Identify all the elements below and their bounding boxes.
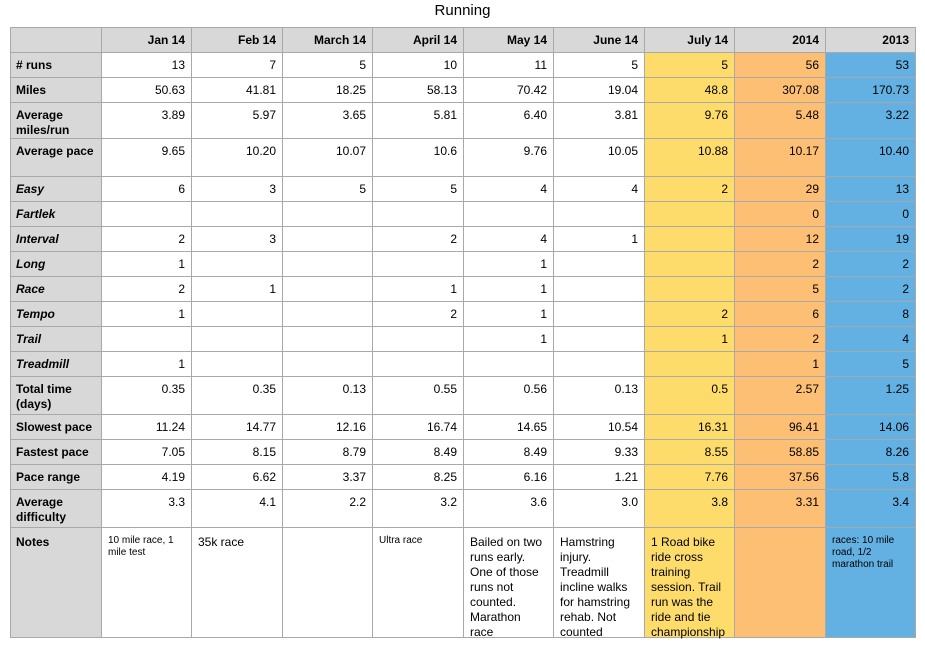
table-row (11, 139, 916, 177)
table-cell[interactable]: 7.76 (645, 465, 735, 490)
table-cell[interactable]: 2 (645, 177, 735, 202)
notes-row (11, 528, 916, 638)
table-cell[interactable]: 0.55 (373, 377, 464, 415)
table-cell[interactable]: 7 (192, 53, 283, 78)
notes-cell[interactable] (283, 528, 373, 638)
table-cell[interactable]: 10.88 (645, 139, 735, 177)
notes-cell[interactable] (645, 528, 735, 638)
table-cell[interactable] (464, 352, 554, 377)
table-cell[interactable]: 8.26 (826, 440, 916, 465)
table-cell[interactable]: 2.2 (283, 490, 373, 528)
note-text: Bailed on two runs early. One of those runs not counted. Marathon race (470, 535, 543, 639)
table-cell[interactable]: 4.1 (192, 490, 283, 528)
notes-cell[interactable] (554, 528, 645, 638)
table-cell[interactable]: 2 (373, 302, 464, 327)
table-cell[interactable] (283, 227, 373, 252)
table-cell[interactable]: 9.76 (645, 103, 735, 139)
table-cell[interactable]: 3.89 (102, 103, 192, 139)
table-cell[interactable] (283, 252, 373, 277)
table-cell[interactable]: 1.21 (554, 465, 645, 490)
table-cell[interactable]: 8 (826, 302, 916, 327)
note-text: 35k race (198, 535, 245, 549)
table-cell[interactable]: 14.65 (464, 415, 554, 440)
column-header[interactable]: 2014 (735, 28, 826, 53)
table-cell[interactable]: 18.25 (283, 78, 373, 103)
table-cell[interactable]: 8.49 (464, 440, 554, 465)
table-cell[interactable]: 9.76 (464, 139, 554, 177)
table-cell[interactable] (645, 352, 735, 377)
table-cell[interactable]: 10 (373, 53, 464, 78)
table-cell[interactable]: 6.16 (464, 465, 554, 490)
row-label[interactable]: Tempo (11, 302, 102, 327)
table-row (11, 227, 916, 252)
table-cell[interactable]: 13 (826, 177, 916, 202)
table-cell[interactable]: 6.62 (192, 465, 283, 490)
table-cell[interactable]: 10.40 (826, 139, 916, 177)
row-label[interactable]: Pace range (11, 465, 102, 490)
column-header[interactable]: March 14 (283, 28, 373, 53)
table-cell[interactable] (283, 202, 373, 227)
table-cell[interactable]: 1 (102, 302, 192, 327)
table-cell[interactable]: 0 (735, 202, 826, 227)
table-cell[interactable]: 2 (735, 252, 826, 277)
table-cell[interactable]: 9.65 (102, 139, 192, 177)
table-row (11, 327, 916, 352)
table-row (11, 352, 916, 377)
table-cell[interactable]: 2 (645, 302, 735, 327)
table-cell[interactable]: 13 (102, 53, 192, 78)
table-cell[interactable] (373, 202, 464, 227)
table-cell[interactable] (554, 202, 645, 227)
table-cell[interactable] (283, 327, 373, 352)
table-cell[interactable]: 1 (464, 302, 554, 327)
table-cell[interactable]: 307.08 (735, 78, 826, 103)
table-cell[interactable]: 0 (826, 202, 916, 227)
table-cell[interactable]: 19.04 (554, 78, 645, 103)
table-cell[interactable]: 0.56 (464, 377, 554, 415)
table-cell[interactable]: 9.33 (554, 440, 645, 465)
table-cell[interactable]: 2 (826, 252, 916, 277)
table-cell[interactable]: 10.6 (373, 139, 464, 177)
table-cell[interactable] (192, 252, 283, 277)
table-cell[interactable]: 16.74 (373, 415, 464, 440)
table-cell[interactable]: 19 (826, 227, 916, 252)
table-cell[interactable]: 48.8 (645, 78, 735, 103)
table-cell[interactable]: 0.5 (645, 377, 735, 415)
column-header[interactable]: July 14 (645, 28, 735, 53)
table-cell[interactable]: 8.49 (373, 440, 464, 465)
table-cell[interactable] (554, 252, 645, 277)
note-text: Hamstring injury. Treadmill incline walks for hamstring rehab. Not counted (560, 535, 631, 639)
table-cell[interactable]: 0.35 (102, 377, 192, 415)
table-cell[interactable]: 56 (735, 53, 826, 78)
table-cell[interactable] (102, 327, 192, 352)
row-label[interactable]: Long (11, 252, 102, 277)
table-cell[interactable]: 4 (554, 177, 645, 202)
table-cell[interactable]: 5 (735, 277, 826, 302)
table-cell[interactable]: 8.79 (283, 440, 373, 465)
row-label[interactable]: Treadmill (11, 352, 102, 377)
table-cell[interactable] (464, 202, 554, 227)
table-cell[interactable]: 5.48 (735, 103, 826, 139)
table-cell[interactable]: 12.16 (283, 415, 373, 440)
table-row (11, 415, 916, 440)
table-cell[interactable] (645, 252, 735, 277)
table-row (11, 177, 916, 202)
notes-cell[interactable] (373, 528, 464, 638)
table-cell[interactable] (645, 202, 735, 227)
table-cell[interactable]: 1 (645, 327, 735, 352)
table-cell[interactable]: 12 (735, 227, 826, 252)
table-cell[interactable] (373, 252, 464, 277)
table-cell[interactable]: 5.97 (192, 103, 283, 139)
note-text: Ultra race (379, 535, 423, 546)
column-header[interactable]: June 14 (554, 28, 645, 53)
table-cell[interactable]: 14.06 (826, 415, 916, 440)
column-header[interactable]: May 14 (464, 28, 554, 53)
table-cell[interactable]: 1 (464, 252, 554, 277)
table-cell[interactable]: 6.40 (464, 103, 554, 139)
table-cell[interactable]: 0.35 (192, 377, 283, 415)
table-cell[interactable]: 50.63 (102, 78, 192, 103)
table-cell[interactable]: 3.81 (554, 103, 645, 139)
table-cell[interactable]: 4.19 (102, 465, 192, 490)
row-label[interactable]: Slowest pace (11, 415, 102, 440)
table-cell[interactable]: 3 (192, 177, 283, 202)
table-cell[interactable] (373, 327, 464, 352)
table-cell[interactable]: 0.13 (554, 377, 645, 415)
table-cell[interactable]: 10.05 (554, 139, 645, 177)
table-cell[interactable] (192, 302, 283, 327)
table-cell[interactable] (554, 302, 645, 327)
table-cell[interactable]: 5 (373, 177, 464, 202)
table-cell[interactable]: 6 (102, 177, 192, 202)
table-cell[interactable]: 2 (735, 327, 826, 352)
table-row (11, 302, 916, 327)
column-header[interactable]: Feb 14 (192, 28, 283, 53)
table-row (11, 440, 916, 465)
table-cell[interactable]: 3.4 (826, 490, 916, 528)
table-cell[interactable] (192, 327, 283, 352)
notes-cell[interactable] (464, 528, 554, 638)
table-cell[interactable]: 1 (735, 352, 826, 377)
table-cell[interactable]: 3.22 (826, 103, 916, 139)
table-cell[interactable] (645, 277, 735, 302)
table-cell[interactable]: 1 (373, 277, 464, 302)
table-cell[interactable]: 58.85 (735, 440, 826, 465)
table-cell[interactable]: 10.07 (283, 139, 373, 177)
table-cell[interactable]: 6 (735, 302, 826, 327)
row-label[interactable]: Easy (11, 177, 102, 202)
table-cell[interactable]: 5.8 (826, 465, 916, 490)
table-row (11, 490, 916, 528)
table-cell[interactable]: 70.42 (464, 78, 554, 103)
row-label[interactable]: Average miles/run (11, 103, 102, 139)
row-label[interactable]: # runs (11, 53, 102, 78)
table-cell[interactable]: 8.25 (373, 465, 464, 490)
table-cell[interactable]: 3.37 (283, 465, 373, 490)
table-cell[interactable]: 8.15 (192, 440, 283, 465)
table-cell[interactable] (645, 227, 735, 252)
table-cell[interactable]: 10.17 (735, 139, 826, 177)
table-cell[interactable] (554, 277, 645, 302)
table-cell[interactable]: 4 (464, 177, 554, 202)
table-cell[interactable]: 7.05 (102, 440, 192, 465)
column-header[interactable]: Jan 14 (102, 28, 192, 53)
table-cell[interactable]: 1 (102, 352, 192, 377)
table-cell[interactable]: 11.24 (102, 415, 192, 440)
table-cell[interactable]: 1 (102, 252, 192, 277)
notes-cell[interactable] (102, 528, 192, 638)
column-header[interactable]: April 14 (373, 28, 464, 53)
table-cell[interactable]: 2 (102, 227, 192, 252)
table-row (11, 465, 916, 490)
table-cell[interactable]: 1 (464, 277, 554, 302)
row-label[interactable]: Average pace (11, 139, 102, 177)
table-cell[interactable]: 3 (192, 227, 283, 252)
table-cell[interactable]: 5 (645, 53, 735, 78)
table-cell[interactable] (283, 302, 373, 327)
table-cell[interactable]: 29 (735, 177, 826, 202)
table-cell[interactable]: 2.57 (735, 377, 826, 415)
table-cell[interactable] (554, 327, 645, 352)
notes-cell[interactable] (192, 528, 283, 638)
table-cell[interactable] (554, 352, 645, 377)
table-cell[interactable]: 1 (464, 327, 554, 352)
notes-label[interactable]: Notes (11, 528, 102, 638)
table-cell[interactable]: 1 (554, 227, 645, 252)
table-cell[interactable]: 14.77 (192, 415, 283, 440)
running-table (10, 27, 916, 638)
sheet-title: Running (434, 2, 491, 19)
table-cell[interactable]: 5 (554, 53, 645, 78)
table-row (11, 103, 916, 139)
table-cell[interactable]: 3.65 (283, 103, 373, 139)
table-cell[interactable]: 11 (464, 53, 554, 78)
table-row (11, 53, 916, 78)
table-cell[interactable]: 96.41 (735, 415, 826, 440)
table-row (11, 277, 916, 302)
table-cell[interactable]: 2 (102, 277, 192, 302)
table-cell[interactable]: 10.54 (554, 415, 645, 440)
table-row (11, 202, 916, 227)
table-row (11, 377, 916, 415)
table-cell[interactable]: 5 (283, 177, 373, 202)
table-cell[interactable] (283, 277, 373, 302)
table-cell[interactable]: 10.20 (192, 139, 283, 177)
table-cell[interactable]: 3.2 (373, 490, 464, 528)
header-corner-cell[interactable] (11, 28, 102, 53)
table-cell[interactable]: 1 (192, 277, 283, 302)
table-row (11, 252, 916, 277)
row-label[interactable]: Fartlek (11, 202, 102, 227)
table-cell[interactable]: 2 (373, 227, 464, 252)
table-cell[interactable]: 3.8 (645, 490, 735, 528)
table-cell[interactable] (102, 202, 192, 227)
table-cell[interactable]: 5 (283, 53, 373, 78)
table-cell[interactable]: 3.6 (464, 490, 554, 528)
table-cell[interactable] (373, 352, 464, 377)
table-cell[interactable]: 4 (826, 327, 916, 352)
table-cell[interactable]: 5 (826, 352, 916, 377)
table-cell[interactable]: 53 (826, 53, 916, 78)
table-cell[interactable]: 3.3 (102, 490, 192, 528)
row-label[interactable]: Total time (days) (11, 377, 102, 415)
table-cell[interactable]: 4 (464, 227, 554, 252)
table-cell[interactable]: 58.13 (373, 78, 464, 103)
notes-cell[interactable] (735, 528, 826, 638)
notes-cell[interactable] (826, 528, 916, 638)
note-text: 1 Road bike ride cross training session. Trail run was the ride and tie championship (651, 535, 726, 639)
table-cell[interactable] (283, 352, 373, 377)
table-row (11, 78, 916, 103)
row-label[interactable]: Trail (11, 327, 102, 352)
table-cell[interactable]: 8.55 (645, 440, 735, 465)
table-cell[interactable] (192, 352, 283, 377)
table-cell[interactable]: 37.56 (735, 465, 826, 490)
table-cell[interactable]: 2 (826, 277, 916, 302)
note-text: 10 mile race, 1 mile test (108, 535, 174, 558)
row-label[interactable]: Fastest pace (11, 440, 102, 465)
table-cell[interactable]: 16.31 (645, 415, 735, 440)
table-cell[interactable]: 0.13 (283, 377, 373, 415)
table-cell[interactable]: 3.0 (554, 490, 645, 528)
column-header[interactable]: 2013 (826, 28, 916, 53)
row-label[interactable]: Miles (11, 78, 102, 103)
table-cell[interactable]: 3.31 (735, 490, 826, 528)
row-label[interactable]: Average difficulty (11, 490, 102, 528)
table-cell[interactable] (192, 202, 283, 227)
table-cell[interactable]: 5.81 (373, 103, 464, 139)
row-label[interactable]: Race (11, 277, 102, 302)
note-text: races: 10 mile road, 1/2 marathon trail (832, 535, 895, 570)
table-cell[interactable]: 170.73 (826, 78, 916, 103)
row-label[interactable]: Interval (11, 227, 102, 252)
table-cell[interactable]: 41.81 (192, 78, 283, 103)
table-cell[interactable]: 1.25 (826, 377, 916, 415)
